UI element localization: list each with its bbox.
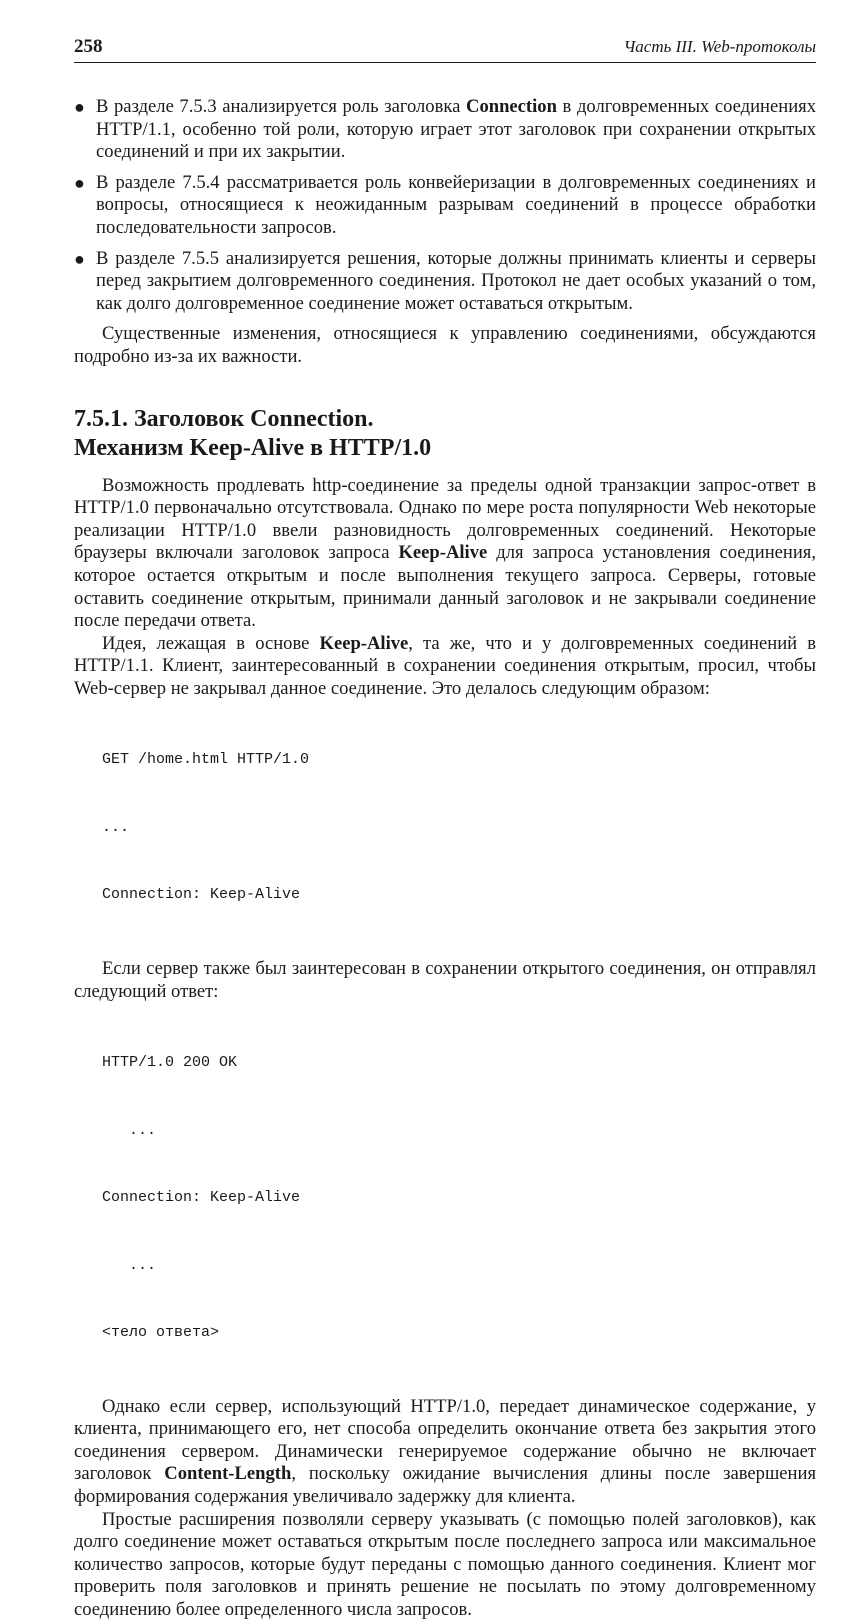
bullet-text: В разделе 7.5.4 рассматривается роль конвейеризации в долговременных соединениях и вопросы, относящиеся к неожиданным разрывам соединений в процессе обработки последовательности запросов. <box>96 171 816 238</box>
bullet-list <box>74 96 816 315</box>
paragraph <box>74 633 816 701</box>
paragraph-text: Однако если сервер, использующий HTTP/1.0, передает динамическое содержание, у клиента, принимающего его, нет способа определить окончание ответа без закрытия этого соединения сервером. Динамически генерируемое содержание обычно не включает заголовок <box>74 1395 816 1485</box>
bullet-icon: ● <box>74 172 85 193</box>
paragraph-text: , та же, что и у долговременных соединений в HTTP/1.1. Клиент, заинтересованный в сохранении соединения открытым, просил, чтобы Web-сервер не закрывал данное соединение. Это делалось следующим образом: <box>74 632 816 699</box>
code-line: ... <box>129 1121 157 1139</box>
code-line: ... <box>102 818 130 836</box>
running-head <box>74 36 816 63</box>
paragraph: Простые расширения позволяли серверу указывать (с помощью полей заголовков), как долго соединение может оставаться открытым после последнего запроса или максимальное количество запросов, которые будут переданы с помощью данного соединения. Клиент мог проверить поля заголовков и принять решение не посылать по этому долговременному соединению более определенного числа запросов. <box>74 1508 816 1620</box>
paragraph-text: , поскольку ожидание вычисления длины после завершения формирования содержания увеличивало задержку для клиента. <box>74 1463 816 1508</box>
list-item <box>74 172 816 240</box>
paragraph <box>74 475 816 633</box>
section-heading-line: 7.5.1. Заголовок Connection. <box>74 405 374 432</box>
paragraph: Существенные изменения, относящиеся к управлению соединениями, обсуждаются подробно из-за их важности. <box>74 323 816 367</box>
paragraph-text: Возможность продлевать http-соединение за пределы одной транзакции запрос-ответ в HTTP/1.0 первоначально отсутствовала. Однако по мере роста популярности Web некоторые реализации HTTP/1.0 ввели разновидность долговременных соединений. Некоторые браузеры включали заголовок запроса <box>74 474 816 564</box>
bullet-icon: ● <box>74 97 85 117</box>
section-heading-line: Механизм Keep-Alive в HTTP/1.0 <box>74 434 432 461</box>
page-body <box>74 96 816 1622</box>
bold-term: Keep-Alive <box>319 632 409 654</box>
bullet-text: в долговременных соединениях HTTP/1.1, особенно той роли, которую играет этот заголовок при сохранении открытых соединений и при их закрытии. <box>96 96 816 163</box>
list-item <box>74 96 816 164</box>
section-heading <box>74 405 816 463</box>
code-line: <тело ответа> <box>102 1324 220 1342</box>
code-line: GET /home.html HTTP/1.0 <box>102 751 310 769</box>
paragraph: Если сервер также был заинтересован в сохранении открытого соединения, он отправлял следующий ответ: <box>74 957 816 1002</box>
paragraph <box>74 1396 816 1509</box>
code-line: ... <box>129 1256 157 1274</box>
code-line: HTTP/1.0 200 OK <box>102 1054 238 1072</box>
code-block-response <box>102 1007 816 1390</box>
paragraph-text: для запроса установления соединения, которое остается открытым и после выполнения текущего запроса. Серверы, готовые оставить соединение открытым, принимали данный заголовок и не закрывали соединение после передачи ответа. <box>74 542 817 632</box>
code-line: Connection: Keep-Alive <box>102 1189 301 1207</box>
code-line: Connection: Keep-Alive <box>102 886 301 904</box>
code-block-request <box>102 704 816 952</box>
bold-term: Keep-Alive <box>398 542 488 564</box>
bold-term: Connection <box>466 96 557 117</box>
bold-term: Content-Length <box>164 1463 292 1485</box>
paragraph-text: Идея, лежащая в основе <box>102 632 320 654</box>
bullet-text: В разделе 7.5.5 анализируется решения, которые должны принимать клиенты и серверы перед закрытием долговременного соединения. Протокол не дает особых указаний о том, как долго долговременное соединение может оставаться открытым. <box>96 247 816 314</box>
part-title: Часть III. Web-протоколы <box>623 37 816 56</box>
bullet-icon: ● <box>74 248 85 269</box>
bullet-text: В разделе 7.5.3 анализируется роль заголовка <box>96 96 467 117</box>
page-number: 258 <box>74 36 103 57</box>
list-item <box>74 248 816 316</box>
